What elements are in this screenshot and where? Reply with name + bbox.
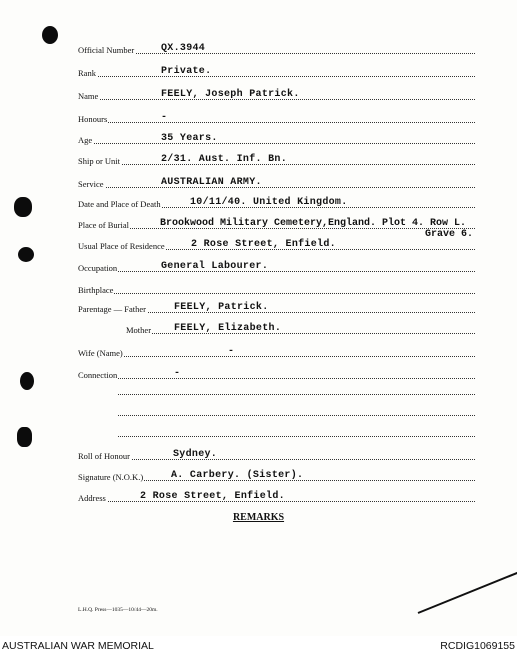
field-label: Birthplace bbox=[78, 285, 114, 295]
burial-grave-number: Grave 6. bbox=[425, 229, 474, 240]
field-value: - bbox=[174, 368, 181, 379]
field-label: Mother bbox=[126, 325, 152, 335]
field-mother bbox=[126, 321, 475, 335]
field-label: Address bbox=[78, 493, 106, 503]
remarks-heading: REMARKS bbox=[232, 512, 285, 523]
punch-hole bbox=[42, 26, 58, 44]
field-date-place-of-death bbox=[78, 195, 475, 209]
field-address bbox=[78, 489, 475, 503]
field-birthplace bbox=[78, 281, 475, 295]
field-official-number bbox=[78, 41, 475, 55]
field-label: Roll of Honour bbox=[78, 451, 130, 461]
punch-hole bbox=[17, 427, 32, 447]
field-label: Age bbox=[78, 135, 93, 145]
field-label: Connection bbox=[78, 370, 118, 380]
field-label: Rank bbox=[78, 68, 96, 78]
field-value: FEELY, Patrick. bbox=[174, 302, 269, 313]
field-value: General Labourer. bbox=[161, 261, 269, 272]
field-label: Parentage — Father bbox=[78, 304, 146, 314]
field-label: Name bbox=[78, 91, 99, 101]
field-name bbox=[78, 87, 475, 101]
field-service bbox=[78, 175, 475, 189]
field-label: Date and Place of Death bbox=[78, 199, 161, 209]
field-father bbox=[78, 300, 475, 314]
punch-hole bbox=[14, 197, 32, 217]
field-usual-residence bbox=[78, 237, 475, 251]
field-wife bbox=[78, 344, 475, 358]
field-value: AUSTRALIAN ARMY. bbox=[161, 177, 262, 188]
field-value: FEELY, Elizabeth. bbox=[174, 323, 282, 334]
field-value: - bbox=[228, 346, 235, 357]
field-label: Wife (Name) bbox=[78, 348, 123, 358]
blank-line bbox=[118, 394, 475, 395]
field-label: Occupation bbox=[78, 263, 118, 273]
punch-hole bbox=[20, 372, 34, 390]
field-value: 35 Years. bbox=[161, 133, 218, 144]
field-value: Private. bbox=[161, 66, 212, 77]
field-value: QX.3944 bbox=[161, 43, 206, 54]
field-occupation bbox=[78, 259, 475, 273]
field-value: 2 Rose Street, Enfield. bbox=[140, 491, 285, 502]
punch-hole bbox=[18, 247, 34, 262]
field-value: - bbox=[161, 112, 168, 123]
field-ship-or-unit bbox=[78, 152, 475, 166]
field-connection bbox=[78, 366, 475, 380]
field-value: Brookwood Military Cemetery,England. Plot 4. Row L. bbox=[160, 218, 467, 229]
field-label: Service bbox=[78, 179, 104, 189]
pen-stroke bbox=[418, 571, 517, 614]
footer-source: AUSTRALIAN WAR MEMORIAL bbox=[2, 640, 154, 652]
field-label: Ship or Unit bbox=[78, 156, 121, 166]
field-place-of-burial bbox=[78, 216, 475, 230]
field-roll-of-honour bbox=[78, 447, 475, 461]
field-value: 2 Rose Street, Enfield. bbox=[191, 239, 336, 250]
field-label: Official Number bbox=[78, 45, 135, 55]
field-rank bbox=[78, 64, 475, 78]
printer-imprint: L.H.Q. Press—1035—10/44—20m. bbox=[78, 607, 158, 613]
field-value: FEELY, Joseph Patrick. bbox=[161, 89, 300, 100]
field-honours bbox=[78, 110, 475, 124]
field-value: Sydney. bbox=[173, 449, 218, 460]
field-signature-nok bbox=[78, 468, 475, 482]
blank-line bbox=[118, 436, 475, 437]
field-value: 10/11/40. United Kingdom. bbox=[190, 197, 348, 208]
footer-record-id: RCDIG1069155 bbox=[440, 640, 515, 652]
field-value: A. Carbery. (Sister). bbox=[171, 470, 304, 481]
field-label: Honours bbox=[78, 114, 108, 124]
field-label: Place of Burial bbox=[78, 220, 129, 230]
field-value: 2/31. Aust. Inf. Bn. bbox=[161, 154, 288, 165]
field-age bbox=[78, 131, 475, 145]
field-label: Usual Place of Residence bbox=[78, 241, 165, 251]
blank-line bbox=[118, 415, 475, 416]
field-label: Signature (N.O.K.) bbox=[78, 472, 144, 482]
